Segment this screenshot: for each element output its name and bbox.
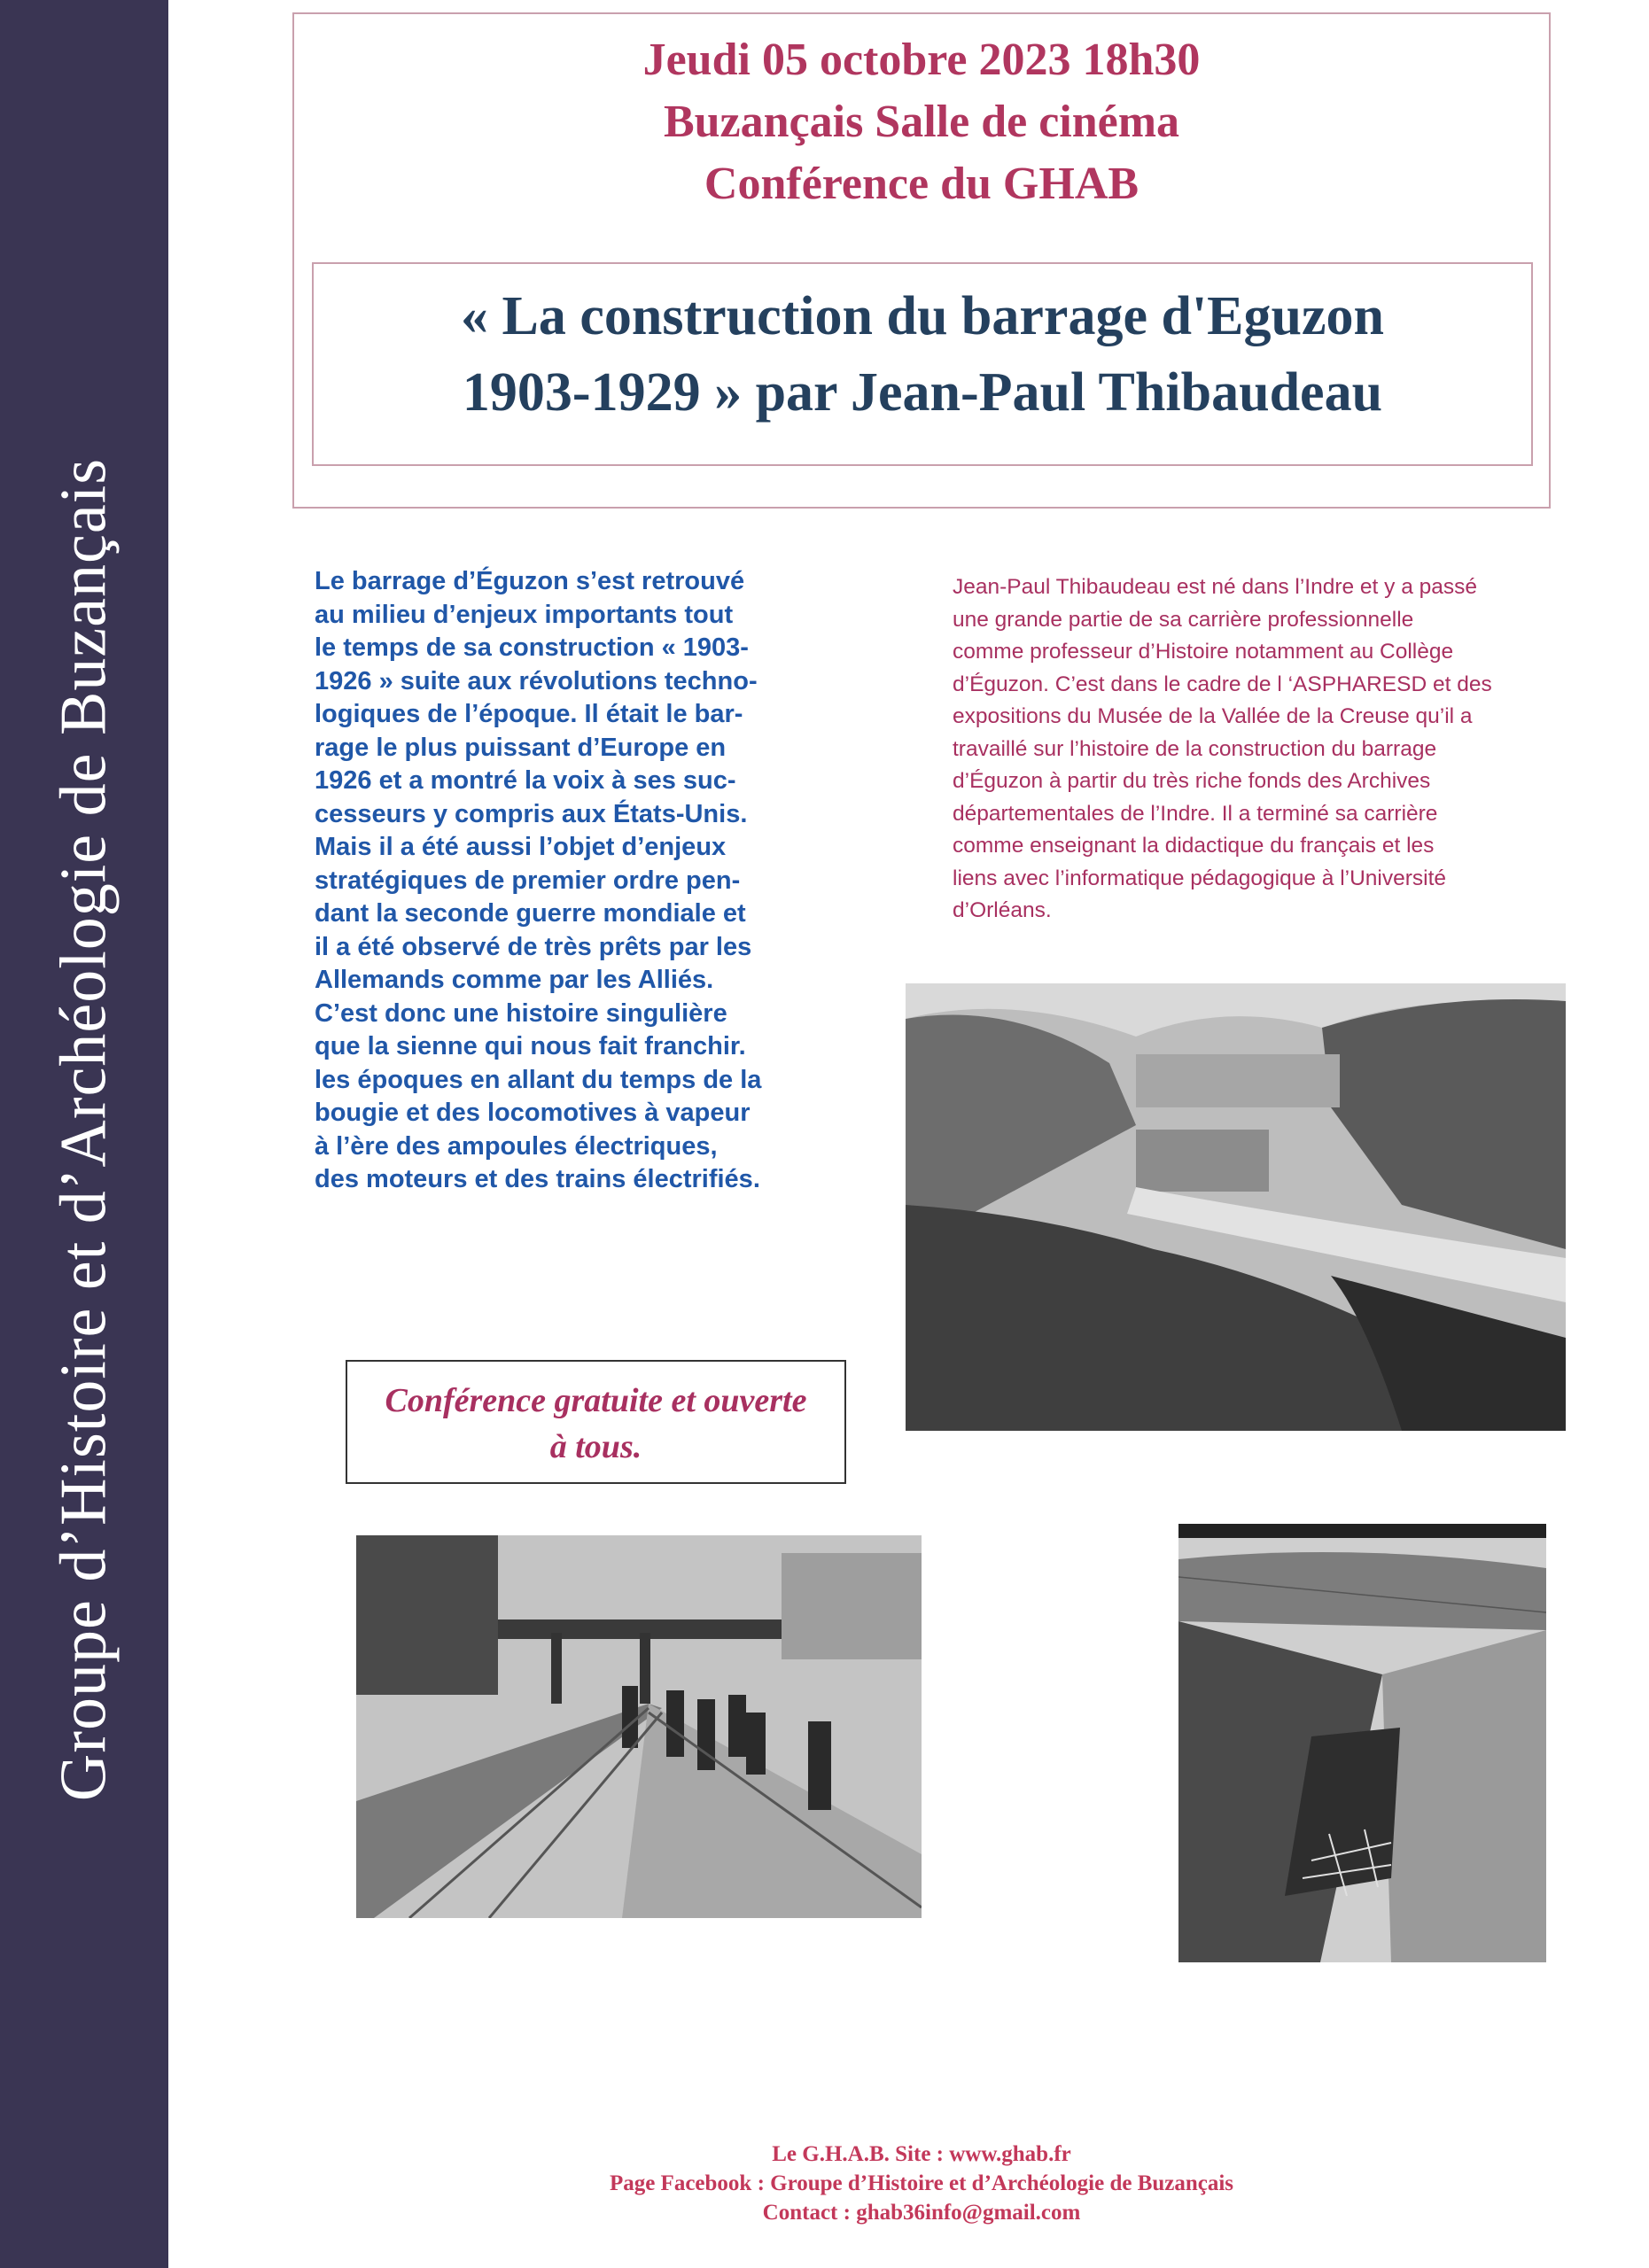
description-line: Le barrage d’Éguzon s’est retrouvé bbox=[315, 567, 745, 595]
description-line: à l’ère des ampoules électriques, bbox=[315, 1131, 718, 1161]
description-line: C’est donc une histoire singulière bbox=[315, 998, 727, 1028]
description-line: il a été observé de très prêts par les bbox=[315, 932, 752, 961]
footer-site: Le G.H.A.B. Site : www.ghab.fr bbox=[772, 2142, 1071, 2166]
conference-title-line2: 1903-1929 » par Jean-Paul Thibaudeau bbox=[462, 362, 1383, 423]
description-line: 1926 » suite aux révolutions techno- bbox=[315, 666, 758, 695]
free-entry-line2: à tous. bbox=[549, 1428, 642, 1465]
description-text bbox=[315, 565, 846, 1197]
description-line: stratégiques de premier ordre pen- bbox=[315, 866, 741, 895]
dam-construction-image bbox=[1178, 1524, 1546, 1962]
conference-title-line1: « La construction du barrage d'Eguzon bbox=[460, 286, 1385, 346]
description-line: bougie et des locomotives à vapeur bbox=[315, 1099, 751, 1127]
footer-contact: Contact : ghab36info@gmail.com bbox=[762, 2201, 1081, 2225]
bio-line: Jean-Paul Thibaudeau est né dans l’Indre et y a passé bbox=[953, 575, 1478, 599]
description-line: logiques de l’époque. Il était le bar- bbox=[315, 700, 743, 728]
description-line: le temps de sa construction « 1903- bbox=[315, 633, 749, 662]
free-entry-notice bbox=[346, 1360, 846, 1484]
bio-line: comme professeur d’Histoire notamment au Collège bbox=[953, 640, 1454, 664]
bio-line: départementales de l’Indre. Il a terminé sa carrière bbox=[953, 801, 1438, 826]
bio-line: d’Éguzon. C’est dans le cadre de l ‘ASPHARESD et des bbox=[953, 672, 1492, 696]
description-line: au milieu d’enjeux importants tout bbox=[315, 600, 734, 629]
description-line: Allemands comme par les Alliés. bbox=[315, 966, 714, 994]
bio-line: une grande partie de sa carrière professionnelle bbox=[953, 607, 1414, 632]
description-line: cesseurs y compris aux États-Unis. bbox=[315, 799, 748, 828]
workers-tracks-image bbox=[356, 1535, 922, 1918]
bio-line: comme enseignant la didactique du français et les bbox=[953, 834, 1435, 858]
description-line: les époques en allant du temps de la bbox=[315, 1065, 762, 1094]
bio-line: expositions du Musée de la Vallée de la Creuse qu’il a bbox=[953, 704, 1473, 728]
dam-valley-image bbox=[906, 983, 1566, 1431]
description-line: rage le plus puissant d’Europe en bbox=[315, 733, 727, 762]
bio-line: d’Éguzon à partir du très riche fonds des Archives bbox=[953, 769, 1431, 793]
free-entry-line1: Conférence gratuite et ouverte bbox=[385, 1382, 807, 1419]
workers-tracks-photo bbox=[356, 1535, 922, 1918]
event-name: Conférence du GHAB bbox=[704, 159, 1140, 209]
bio-line: liens avec l’informatique pédagogique à l’Université bbox=[953, 866, 1447, 890]
sidebar-title: Groupe d’Histoire et d’Archéologie de Buzançais bbox=[47, 457, 121, 1802]
description-line: Mais il a été aussi l’objet d’enjeux bbox=[315, 833, 727, 861]
speaker-bio bbox=[953, 571, 1528, 928]
description-line: des moteurs et des trains électrifiés. bbox=[315, 1165, 760, 1193]
dam-construction-photo bbox=[1178, 1524, 1546, 1962]
description-line: 1926 et a montré la voix à ses suc- bbox=[315, 766, 736, 795]
dam-valley-photo bbox=[906, 983, 1566, 1431]
bio-line: d’Orléans. bbox=[953, 898, 1052, 922]
footer-facebook: Page Facebook : Groupe d’Histoire et d’Archéologie de Buzançais bbox=[609, 2171, 1234, 2195]
description-line: dant la seconde guerre mondiale et bbox=[315, 899, 746, 928]
description-line: que la sienne qui nous fait franchir. bbox=[315, 1032, 746, 1060]
event-place: Buzançais Salle de cinéma bbox=[663, 97, 1180, 147]
bio-line: travaillé sur l’histoire de la construction du barrage bbox=[953, 736, 1437, 761]
sidebar-band bbox=[0, 0, 168, 2268]
event-date: Jeudi 05 octobre 2023 18h30 bbox=[642, 35, 1201, 85]
